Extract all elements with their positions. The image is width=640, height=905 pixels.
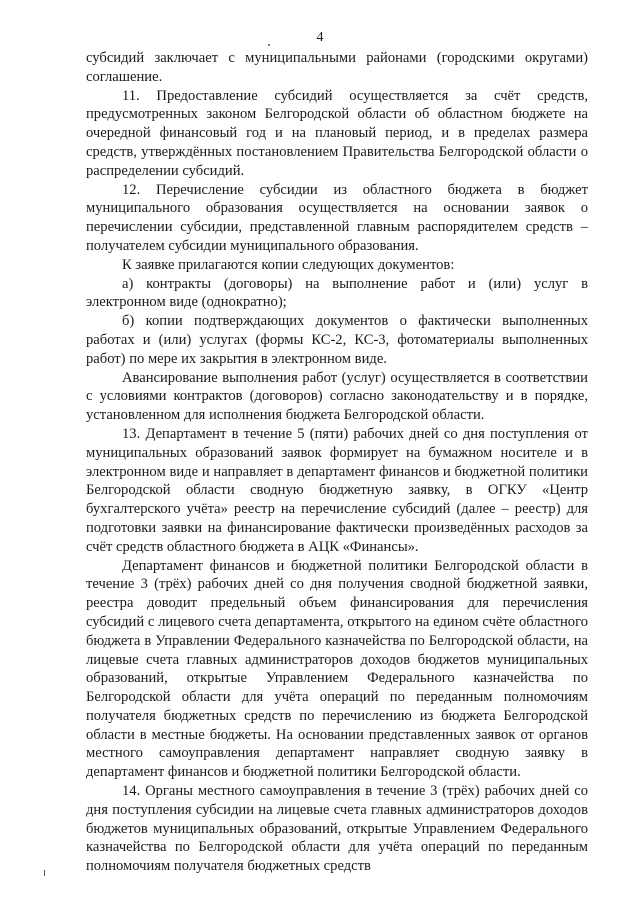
scan-speck xyxy=(268,44,270,46)
paragraph-13: 13. Департамент в течение 5 (пяти) рабочих дней со дня поступления от муниципальных образований заявок формирует на бумажном носителе и в электронном виде и направляет в департамент финансов и бюджетной политики Белгородской области сводную бюджетную заявку, в ОГКУ «Центр бухгалтерского учёта» реестр на перечисление субсидий (далее – реестр) для подготовки заявки на финансирование фактически произведённых расходов за счёт средств областного бюджета в АЦК «Финансы». xyxy=(86,425,588,555)
paragraph-advance-payment: Авансирование выполнения работ (услуг) осуществляется в соответствии с условиями контрактов (договоров) согласно законодательству и в порядке, установленном для исполнения бюджета Белгородской области. xyxy=(86,369,588,424)
paragraph-12: 12. Перечисление субсидии из областного бюджета в бюджет муниципального образования осуществляется на основании заявок о перечислении субсидии, представленной главным распорядителем средств – получателем субсидии муниципального образования. xyxy=(86,181,588,254)
paragraph-attachments-intro: К заявке прилагаются копии следующих документов: xyxy=(122,256,455,273)
paragraph-continuation: субсидий заключает с муниципальными районами (городскими округами) соглашение. xyxy=(86,50,588,85)
paragraph-finance-department: Департамент финансов и бюджетной политики Белгородской области в течение 3 (трёх) рабочих дней со дня получения сводной бюджетной заявки, реестра доводит предельный объем финансирования для перечисления субсидий с лицевого счета департамента, открытого на едином счёте областного бюджета в Управлении Федерального казначейства по Белгородской области, на лицевые счета главных администраторов доходов бюджетов муниципальных образований, открытые Управлением Федерального казначейства по Белгородской области для учёта операций по переданным полномочиям получателя бюджетных средств по перечислению из бюджета Белгородской области в местные бюджеты. На основании представленных заявок от органов местного самоуправления департамент направляет сводную заявку в департамент финансов и бюджетной политики Белгородской области. xyxy=(86,557,588,781)
paragraph-item-b: б) копии подтверждающих документов о фактически выполненных работах и (или) услугах (формы КС-2, КС-3, фотоматериалы выполненных работ) по мере их закрытия в электронном виде. xyxy=(86,313,588,367)
page-number: 4 xyxy=(316,30,324,45)
scan-speck xyxy=(44,870,45,876)
paragraph-14: 14. Органы местного самоуправления в течение 3 (трёх) рабочих дней со дня поступления субсидии на лицевые счета главных администраторов доходов бюджетов муниципальных образований, открытые Управлением Федерального казначейства по Белгородской области для учёта операций по переданным полномочиям получателя бюджетных средств xyxy=(86,783,588,875)
paragraph-11: 11. Предоставление субсидий осуществляется за счёт средств, предусмотренных законом Белгородской области об областном бюджете на очередной финансовый год и на плановый период, и в пределах размера средств, утверждённых постановлением Правительства Белгородской области о распределении субсидий. xyxy=(86,87,588,179)
paragraph-item-a: а) контракты (договоры) на выполнение работ и (или) услуг в электронном виде (однократно); xyxy=(86,275,588,311)
document-text xyxy=(86,49,588,876)
